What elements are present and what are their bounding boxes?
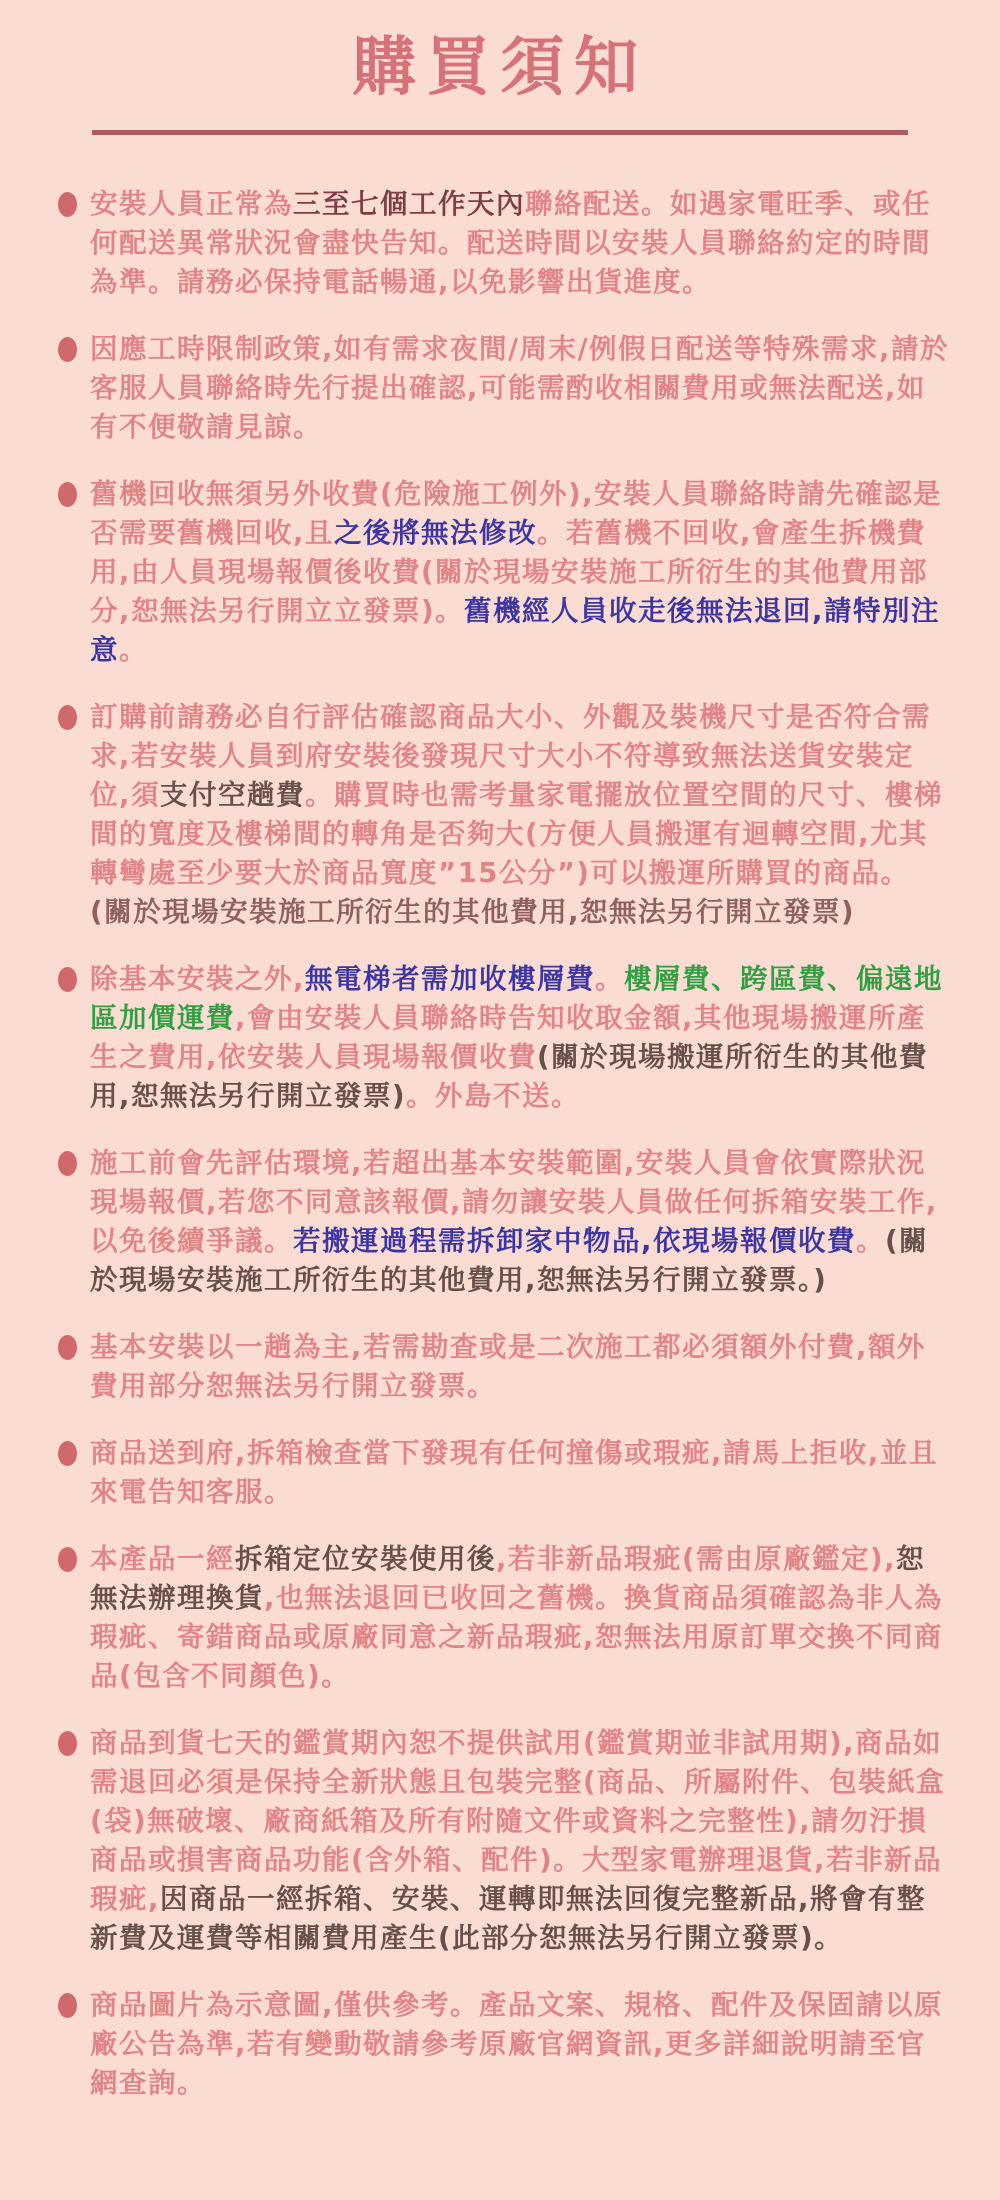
bullet-dot-icon [58, 1547, 77, 1572]
text-segment-rose: ,若非新品瑕疵(需由原廠鑑定), [496, 1543, 897, 1575]
notice-item [58, 330, 950, 447]
page-title: 購買須知 [352, 31, 648, 105]
notice-text [90, 1724, 950, 1958]
text-segment-rose: 舊機回收無須另外收費(危險施工例外),安裝人員聯絡時請先確認是否需要舊機回收,且 [90, 478, 943, 549]
bullet-dot-icon [58, 192, 77, 217]
bullet-dot-icon [58, 705, 77, 730]
notice-item [58, 1328, 950, 1406]
text-segment-blue: 若搬運過程需拆卸家中物品,依現場報價收費 [293, 1225, 856, 1257]
text-segment-rose: 。 [594, 963, 624, 995]
text-segment-rose: 基本安裝以一趟為主,若需勘查或是二次施工都必須額外付費,額外費用部分恕無法另行開立發票。 [90, 1331, 926, 1402]
text-segment-taupe: (關於現場安裝施工所衍生的其他費用,恕無法另行開立發票。) [90, 1225, 929, 1296]
text-segment-rose: 。若舊機不回收,會產生拆機費用,由人員現場報價後收費(關於現場安裝施工所衍生的其他費用部分,恕無法另行開立立發票)。 [90, 517, 929, 627]
text-segment-rose: 商品圖片為示意圖,僅供參考。產品文案、規格、配件及保固請以原廠公告為準,若有變動敬請參考原廠官網資訊,更多詳細說明請至官網查詢。 [90, 1989, 943, 2099]
title-underline-divider [92, 130, 908, 135]
text-segment-taupe: 拆箱定位安裝使用後 [235, 1543, 496, 1575]
notice-item [58, 1724, 950, 1958]
notice-item [58, 1144, 950, 1300]
text-segment-rose: ,會由安裝人員聯絡時告知收取金額,其他現場搬運所產生之費用,依安裝人員現場報價收費 [90, 1002, 926, 1073]
bullet-dot-icon [58, 1731, 77, 1756]
text-segment-rose: 本產品一經 [90, 1543, 235, 1575]
notice-text [90, 960, 950, 1116]
text-segment-rose: 訂購前請務必自行評估確認商品大小、外觀及裝機尺寸是否符合需求,若安裝人員到府安裝後發現尺寸大小不符導致無法送貨安裝定位,須 [90, 701, 931, 811]
bullet-dot-icon [58, 1993, 77, 2018]
bullet-dot-icon [58, 482, 77, 507]
notice-item [58, 698, 950, 932]
text-segment-brown: (關於現場安裝施工所衍生的其他費用,恕無法另行開立發票) [90, 896, 856, 928]
notice-text [90, 698, 950, 932]
text-segment-rose: 商品到貨七天的鑑賞期內恕不提供試用(鑑賞期並非試用期),商品如需退回必須是保持全新狀態且包裝完整(商品、所屬附件、包裝紙盒(袋)無破壞、廠商紙箱及所有附隨文件或資料之完整性),請勿汙損商品或損害商品功能(含外箱、配件)。大型家電辦理退貨,若非新品瑕疵, [90, 1727, 946, 1915]
text-segment-rose: 因應工時限制政策,如有需求夜間/周末/例假日配送等特殊需求,請於客服人員聯絡時先行提出確認,可能需酌收相關費用或無法配送,如有不便敬請見諒。 [90, 333, 949, 443]
notice-text [90, 1144, 950, 1300]
text-segment-rose: 施工前會先評估環境,若超出基本安裝範圍,安裝人員會依實際狀況現場報價,若您不同意該報價,請勿讓安裝人員做任何拆箱安裝工作,以免後續爭議。 [90, 1147, 938, 1257]
text-segment-taupe: 支付空趟費 [159, 779, 305, 811]
notice-item [58, 960, 950, 1116]
bullet-dot-icon [58, 967, 77, 992]
text-segment-rose: 聯絡配送。如遇家電旺季、或任何配送異常狀況會盡快告知。配送時間以安裝人員聯絡約定的時間為準。請務必保持電話暢通,以免影響出貨進度。 [90, 188, 931, 298]
notice-item [58, 185, 950, 302]
text-segment-rose: ,也無法退回已收回之舊機。換貨商品須確認為非人為瑕疵、寄錯商品或原廠同意之新品瑕疵,恕無法用原訂單交換不同商品(包含不同顏色)。 [90, 1582, 943, 1692]
notice-item [58, 1540, 950, 1696]
text-segment-rose: 除基本安裝之外, [90, 963, 305, 995]
text-segment-green: 樓層費、跨區費、偏遠地區加價運費 [90, 963, 943, 1034]
notice-text [90, 1540, 950, 1696]
text-segment-rose: 商品送到府,拆箱檢查當下發現有任何撞傷或瑕疵,請馬上拒收,並且來電告知客服。 [90, 1437, 938, 1508]
notice-text [90, 330, 950, 447]
text-segment-rose: 。 [119, 634, 148, 666]
notice-list [0, 185, 1000, 2103]
notice-text [90, 1986, 950, 2103]
text-segment-blue: 舊機經人員收走後無法退回,請特別注意 [90, 595, 940, 666]
text-segment-blue: 無電梯者需加收樓層費 [304, 963, 595, 995]
text-segment-taupe: 因商品一經拆箱、安裝、運轉即無法回復完整新品,將會有整新費及運費等相關費用產生(此部分恕無法另行開立發票)。 [90, 1883, 926, 1954]
text-segment-rose: 安裝人員正常為 [90, 188, 293, 220]
notice-item [58, 475, 950, 670]
notice-text [90, 185, 950, 302]
bullet-dot-icon [58, 1441, 77, 1466]
bullet-dot-icon [58, 1151, 77, 1176]
text-segment-taupe: (關於現場搬運所衍生的其他費用,恕無法另行開立發票) [90, 1041, 929, 1112]
text-segment-rose: 。購買時也需考量家電擺放位置空間的尺寸、樓梯間的寬度及樓梯間的轉角是否夠大(方便人員搬運有迴轉空間,尤其轉彎處至少要大於商品寬度”15公分”)可以搬運所購買的商品。 [90, 779, 943, 889]
text-segment-rose: 。外島不送。 [406, 1080, 581, 1112]
notice-text [90, 1434, 950, 1512]
bullet-dot-icon [58, 337, 77, 362]
notice-item [58, 1986, 950, 2103]
text-segment-blue: 之後將無法修改 [333, 517, 537, 549]
text-segment-rose: 。 [855, 1225, 885, 1257]
notice-item [58, 1434, 950, 1512]
text-segment-maroon: 三至七個工作天內 [293, 188, 525, 220]
text-segment-taupe: 恕無法辦理換貨 [90, 1543, 926, 1614]
notice-text [90, 1328, 950, 1406]
notice-text [90, 475, 950, 670]
bullet-dot-icon [58, 1335, 77, 1360]
